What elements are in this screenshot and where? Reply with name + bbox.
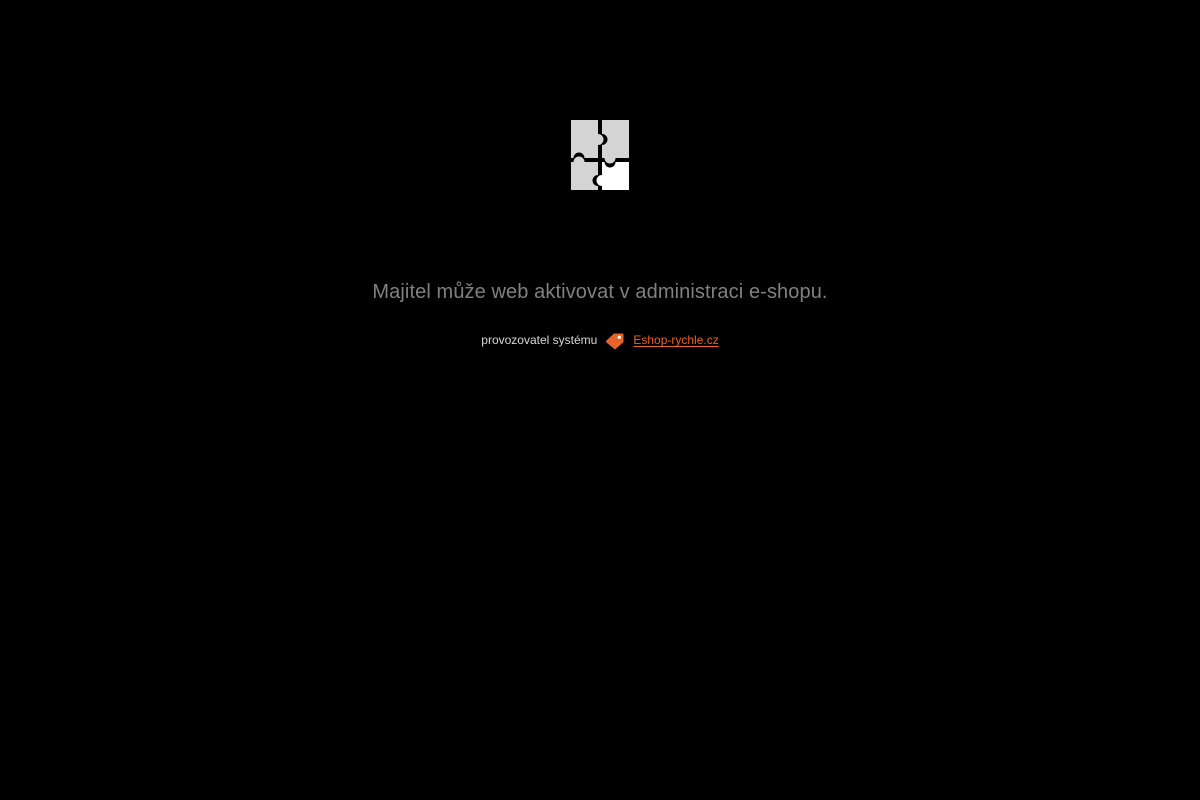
- operator-label: provozovatel systému: [481, 333, 598, 347]
- puzzle-piece-icon: [569, 118, 631, 192]
- eshop-rychle-link[interactable]: Eshop-rychle.cz: [633, 333, 719, 347]
- footer: [0, 330, 1200, 350]
- eshop-rychle-tag-icon: [605, 332, 625, 350]
- puzzle-icon-container: [0, 118, 1200, 197]
- page-title: Majitel může web aktivovat v administraci e-shopu.: [372, 281, 828, 303]
